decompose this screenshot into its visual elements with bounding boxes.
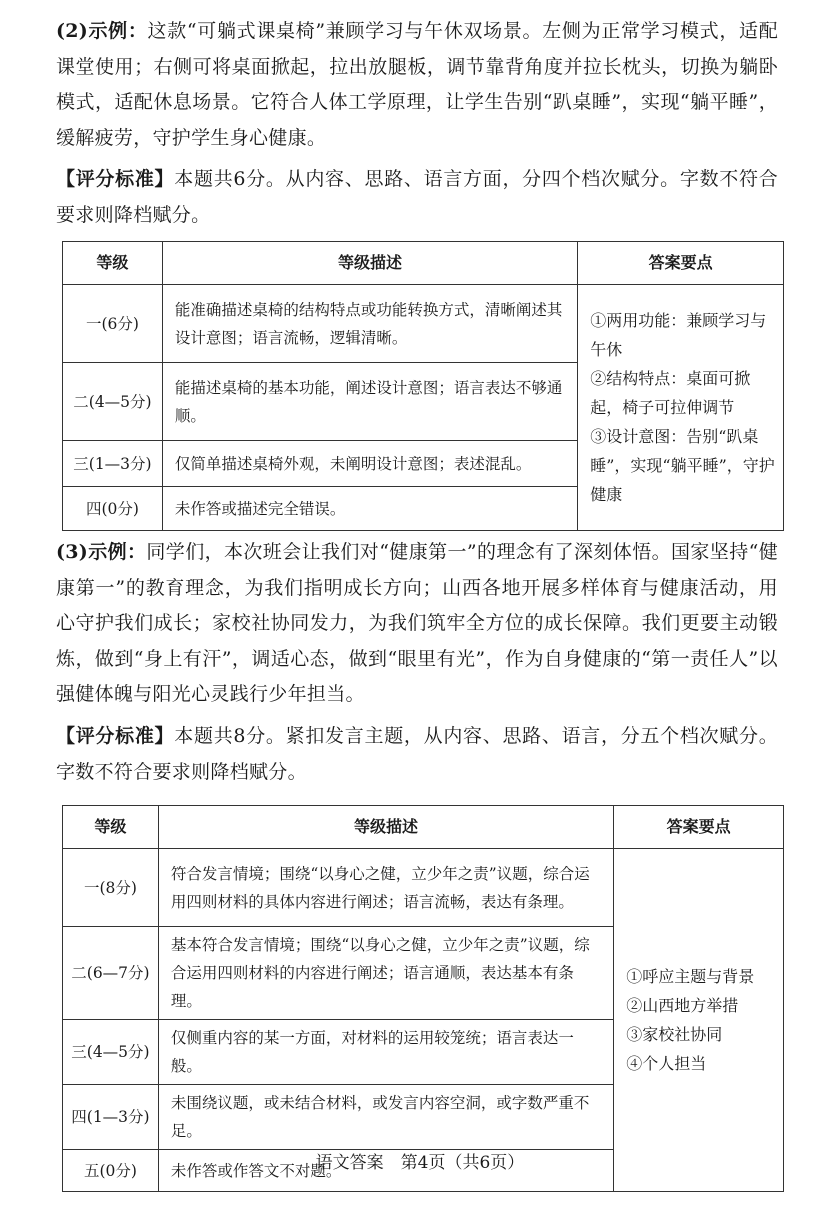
header-level: 等级 [63,806,159,849]
grade-level: 一(6分) [63,285,163,363]
header-key-points: 答案要点 [614,806,784,849]
grade-description: 未围绕议题，或未结合材料，或发言内容空洞，或字数严重不足。 [158,1085,613,1150]
key-point: ②结构特点：桌面可掀起，椅子可拉伸调节 [590,369,751,417]
grade-description: 仅侧重内容的某一方面，对材料的运用较笼统；语言表达一般。 [158,1020,613,1085]
section2-grading-table [62,241,784,531]
section2-criteria-label: 【评分标准】 [56,168,175,190]
section2-criteria [56,162,778,233]
section3-criteria-label: 【评分标准】 [56,725,175,747]
grade-level: 二(4—5分) [63,363,163,441]
table-header-row [63,806,784,849]
grade-description: 基本符合发言情境；围绕“以身心之健，立少年之责”议题，综合运用四则材料的内容进行阐述；语言通顺，表达基本有条理。 [158,927,613,1020]
header-description: 等级描述 [158,806,613,849]
key-points-cell [578,285,784,531]
grade-description: 能描述桌椅的基本功能，阐述设计意图；语言表达不够通顺。 [162,363,577,441]
grade-level: 四(1—3分) [63,1085,159,1150]
key-point: ③家校社协同 [626,1025,723,1044]
header-description: 等级描述 [162,242,577,285]
table-row [63,849,784,927]
section3-criteria [56,719,778,790]
key-points-cell [614,849,784,1192]
grade-description: 符合发言情境；围绕“以身心之健，立少年之责”议题，综合运用四则材料的具体内容进行阐述；语言流畅，表达有条理。 [158,849,613,927]
section2-example [56,14,778,156]
grade-level: 五(0分) [63,1150,159,1192]
table-header-row [63,242,784,285]
grade-level: 四(0分) [63,487,163,531]
section3-text: 同学们，本次班会让我们对“健康第一”的理念有了深刻体悟。国家坚持“健康第一”的教育理念，为我们指明成长方向；山西各地开展多样体育与健康活动，用心守护我们成长；家校社协同发力，为我们筑牢全方位的成长保障。我们更要主动锻炼，做到“身上有汗”，调适心态，做到“眼里有光”，作为自身健康的“第一责任人”以强健体魄与阳光心灵践行少年担当。 [56,541,779,705]
key-point: ④个人担当 [626,1054,707,1073]
section3-grading-table [62,805,784,1192]
key-point: ②山西地方举措 [626,996,739,1015]
header-level: 等级 [63,242,163,285]
section3-label: (3)示例： [56,541,147,563]
header-key-points: 答案要点 [578,242,784,285]
page-footer: 语文答案 第4页（共6页） [315,1153,525,1173]
grade-level: 二(6—7分) [63,927,159,1020]
key-point: ③设计意图：告别“趴桌睡”，实现“躺平睡”，守护健康 [590,427,775,504]
grade-description: 能准确描述桌椅的结构特点或功能转换方式，清晰阐述其设计意图；语言流畅，逻辑清晰。 [162,285,577,363]
grade-level: 三(1—3分) [63,441,163,487]
grade-description: 未作答或作答文不对题。 [158,1150,613,1192]
key-point: ①呼应主题与背景 [626,967,755,986]
section2-criteria-text: 本题共6分。从内容、思路、语言方面，分四个档次赋分。字数不符合要求则降档赋分。 [56,168,779,226]
grade-description: 仅简单描述桌椅外观，未阐明设计意图；表述混乱。 [162,441,577,487]
table-row [63,285,784,363]
grade-description: 未作答或描述完全错误。 [162,487,577,531]
key-point: ①两用功能：兼顾学习与午休 [590,311,767,359]
section3-example [56,535,778,713]
section2-label: (2)示例： [56,20,148,42]
grade-level: 一(8分) [63,849,159,927]
section2-text: 这款“可躺式课桌椅”兼顾学习与午休双场景。左侧为正常学习模式，适配课堂使用；右侧可将桌面掀起，拉出放腿板，调节靠背角度并拉长枕头，切换为躺卧模式，适配休息场景。它符合人体工学原理，让学生告别“趴桌睡”，实现“躺平睡”，缓解疲劳，守护学生身心健康。 [56,20,778,149]
section3-criteria-text: 本题共8分。紧扣发言主题，从内容、思路、语言，分五个档次赋分。字数不符合要求则降档赋分。 [56,725,779,783]
grade-level: 三(4—5分) [63,1020,159,1085]
